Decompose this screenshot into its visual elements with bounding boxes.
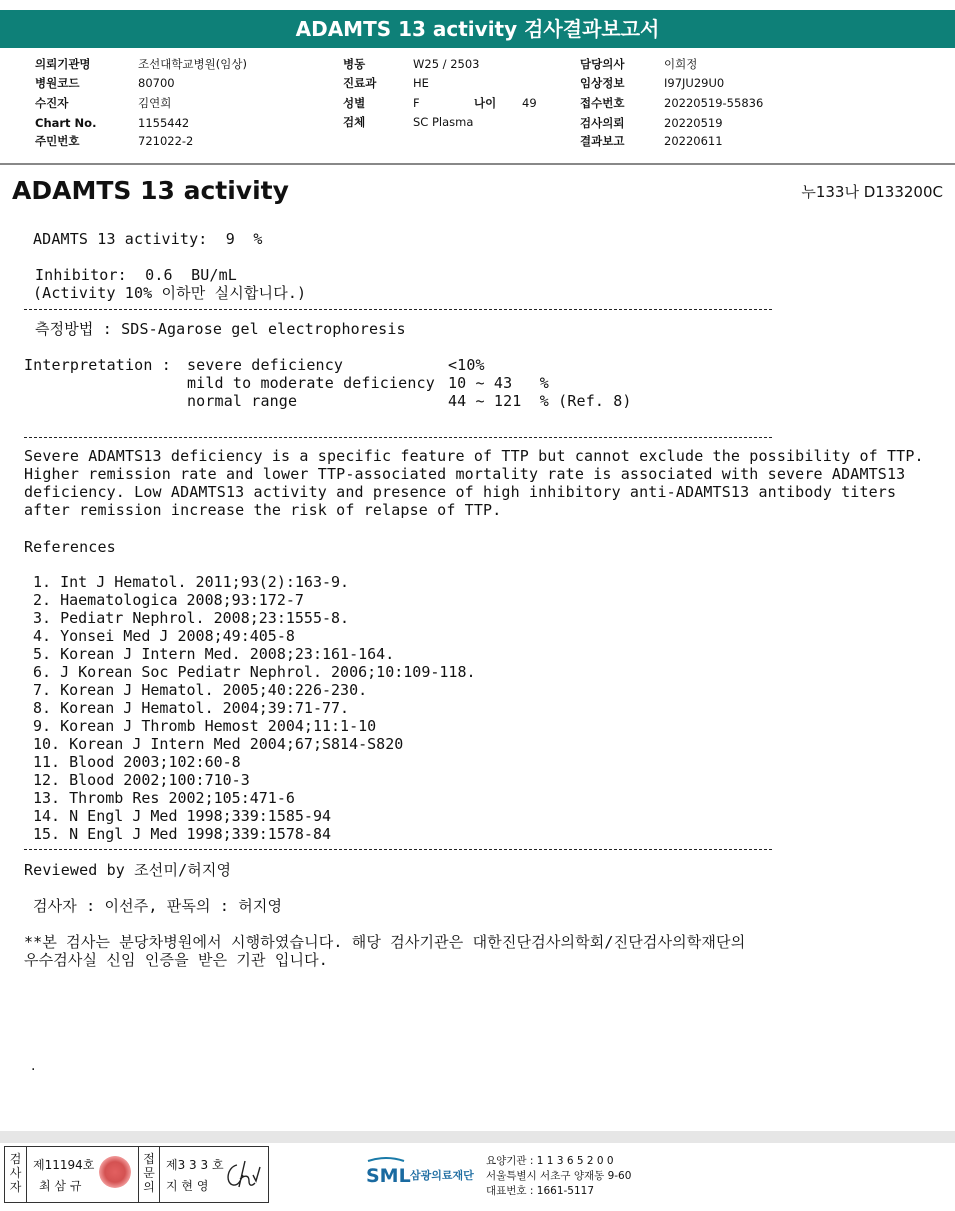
reference-item: 5. Korean J Intern Med. 2008;23:161-164. (33, 645, 395, 663)
references-list (33, 573, 476, 843)
header-label-hospital-code: 병원코드 (35, 76, 80, 90)
reference-item: 7. Korean J Hematol. 2005;40:226-230. (33, 681, 368, 699)
reference-item: 8. Korean J Hematol. 2004;39:71-77. (33, 699, 350, 717)
examiner-license-no: 제11194호 (33, 1158, 95, 1172)
reference-item: 9. Korean J Thromb Hemost 2004;11:1-10 (33, 717, 377, 735)
dashed-divider (24, 437, 772, 438)
inhibitor-note: (Activity 10% 이하만 실시합니다.) (33, 284, 307, 302)
header-value-clinical-info: I97JU29U0 (664, 76, 725, 90)
header-label-resident-no: 주민번호 (35, 134, 80, 148)
note-line-1: **본 검사는 분당차병원에서 시행하였습니다. 해당 검사기관은 대한진단검사의학회/진단검사의학재단의 (24, 933, 746, 951)
header-label-report-date: 결과보고 (580, 134, 625, 148)
comment-line-3: deficiency. Low ADAMTS13 activity and presence of high inhibitory anti-ADAMTS13 antibody titers (24, 483, 897, 501)
reference-item: 2. Haematologica 2008;93:172-7 (33, 591, 304, 609)
header-label-patient: 수진자 (35, 96, 69, 110)
header-value-sex: F (413, 96, 420, 110)
reference-item: 4. Yonsei Med J 2008;49:405-8 (33, 627, 295, 645)
header-value-request-date: 20220519 (664, 116, 723, 130)
address: 서울특별시 서초구 양재동 9-60 (486, 1170, 632, 1182)
sml-logo (366, 1157, 486, 1187)
examiner-vertical-label: 검 사 자 (5, 1147, 27, 1202)
interp-category-severe: severe deficiency (187, 356, 344, 374)
reference-item: 14. N Engl J Med 1998;339:1585-94 (33, 807, 332, 825)
examiner-name: 최 삼 규 (39, 1179, 82, 1193)
header-value-patient: 김연희 (138, 96, 172, 110)
comment-line-1: Severe ADAMTS13 deficiency is a specific feature of TTP but cannot exclude the possibility of TTP. (24, 447, 924, 465)
dashed-divider (24, 849, 772, 850)
comment-line-2: Higher remission rate and lower TTP-associated mortality rate is associated with severe ADAMTS13 (24, 465, 906, 483)
header-value-specimen: SC Plasma (413, 115, 474, 129)
method-line: 측정방법 : SDS-Agarose gel electrophoresis (35, 320, 406, 338)
test-code: 누133나 D133200C (801, 183, 943, 201)
inhibitor-result: Inhibitor: 0.6 BU/mL (35, 266, 237, 284)
header-value-chart-no: 1155442 (138, 116, 190, 130)
foundation-name: 삼광의료재단 (410, 1169, 474, 1182)
header-label-doctor: 담당의사 (580, 57, 625, 71)
header-value-age: 49 (522, 96, 537, 110)
header-divider (0, 163, 955, 165)
note-line-2: 우수검사실 신임 인증을 받은 기관 입니다. (24, 951, 328, 969)
reference-item: 13. Thromb Res 2002;105:471-6 (33, 789, 295, 807)
examiner-seal (99, 1156, 131, 1188)
reference-item: 3. Pediatr Nephrol. 2008;23:1555-8. (33, 609, 350, 627)
header-value-doctor: 이희정 (664, 57, 698, 71)
reference-item: 12. Blood 2002;100:710-3 (33, 771, 250, 789)
header-label-request-date: 검사의뢰 (580, 116, 625, 130)
header-value-department: HE (413, 76, 429, 90)
activity-result: ADAMTS 13 activity: 9 % (33, 230, 263, 248)
reader-name: 지 현 영 (166, 1179, 209, 1193)
interp-category-mild: mild to moderate deficiency (187, 374, 435, 392)
signature-image (223, 1157, 263, 1193)
examiner-line: 검사자 : 이선주, 판독의 : 허지영 (33, 897, 283, 915)
header-label-ward: 병동 (343, 57, 366, 71)
header-label-specimen: 검체 (343, 115, 366, 129)
interp-range-severe: <10% (448, 356, 485, 374)
header-value-receipt-no: 20220519-55836 (664, 96, 764, 110)
header-label-institution: 의뢰기관명 (35, 57, 91, 71)
dashed-divider (24, 309, 772, 310)
header-value-ward: W25 / 2503 (413, 57, 480, 71)
header-label-sex: 성별 (343, 96, 366, 110)
certification-box (4, 1146, 269, 1203)
phone-number: 대표번호 : 1661-5117 (486, 1185, 595, 1197)
reviewed-by: Reviewed by 조선미/허지영 (24, 861, 232, 879)
reader-license-no: 제3 3 3 호 (166, 1158, 224, 1172)
header-value-hospital-code: 80700 (138, 76, 175, 90)
test-name: ADAMTS 13 activity (12, 176, 289, 205)
stray-mark: . (31, 1058, 36, 1074)
comment-line-4: after remission increase the risk of relapse of TTP. (24, 501, 502, 519)
reference-item: 10. Korean J Intern Med 2004;67;S814-S820 (33, 735, 404, 753)
reference-item: 6. J Korean Soc Pediatr Nephrol. 2006;10:109-118. (33, 663, 476, 681)
reference-item: 1. Int J Hematol. 2011;93(2):163-9. (33, 573, 350, 591)
interp-range-mild: 10 ~ 43 % (448, 374, 549, 392)
header-value-resident-no: 721022-2 (138, 134, 194, 148)
reference-item: 15. N Engl J Med 1998;339:1578-84 (33, 825, 332, 843)
sml-logo-text: SML (366, 1165, 411, 1187)
institution-code: 요양기관 : 1 1 3 6 5 2 0 0 (486, 1155, 614, 1167)
references-heading: References (24, 538, 116, 556)
reference-item: 11. Blood 2003;102:60-8 (33, 753, 241, 771)
header-label-department: 진료과 (343, 76, 377, 90)
interp-category-normal: normal range (187, 392, 298, 410)
interp-range-normal: 44 ~ 121 % (Ref. 8) (448, 392, 632, 410)
header-label-receipt-no: 접수번호 (580, 96, 625, 110)
footer-band (0, 1131, 955, 1143)
report-title: ADAMTS 13 activity 검사결과보고서 (0, 10, 955, 48)
header-label-age: 나이 (474, 96, 497, 110)
header-label-clinical-info: 임상정보 (580, 76, 625, 90)
header-value-institution: 조선대학교병원(임상) (138, 57, 247, 71)
reader-vertical-label: 접 문 의 (138, 1147, 160, 1202)
header-label-chart-no: Chart No. (35, 116, 97, 130)
interpretation-label: Interpretation : (24, 356, 171, 374)
header-value-report-date: 20220611 (664, 134, 723, 148)
